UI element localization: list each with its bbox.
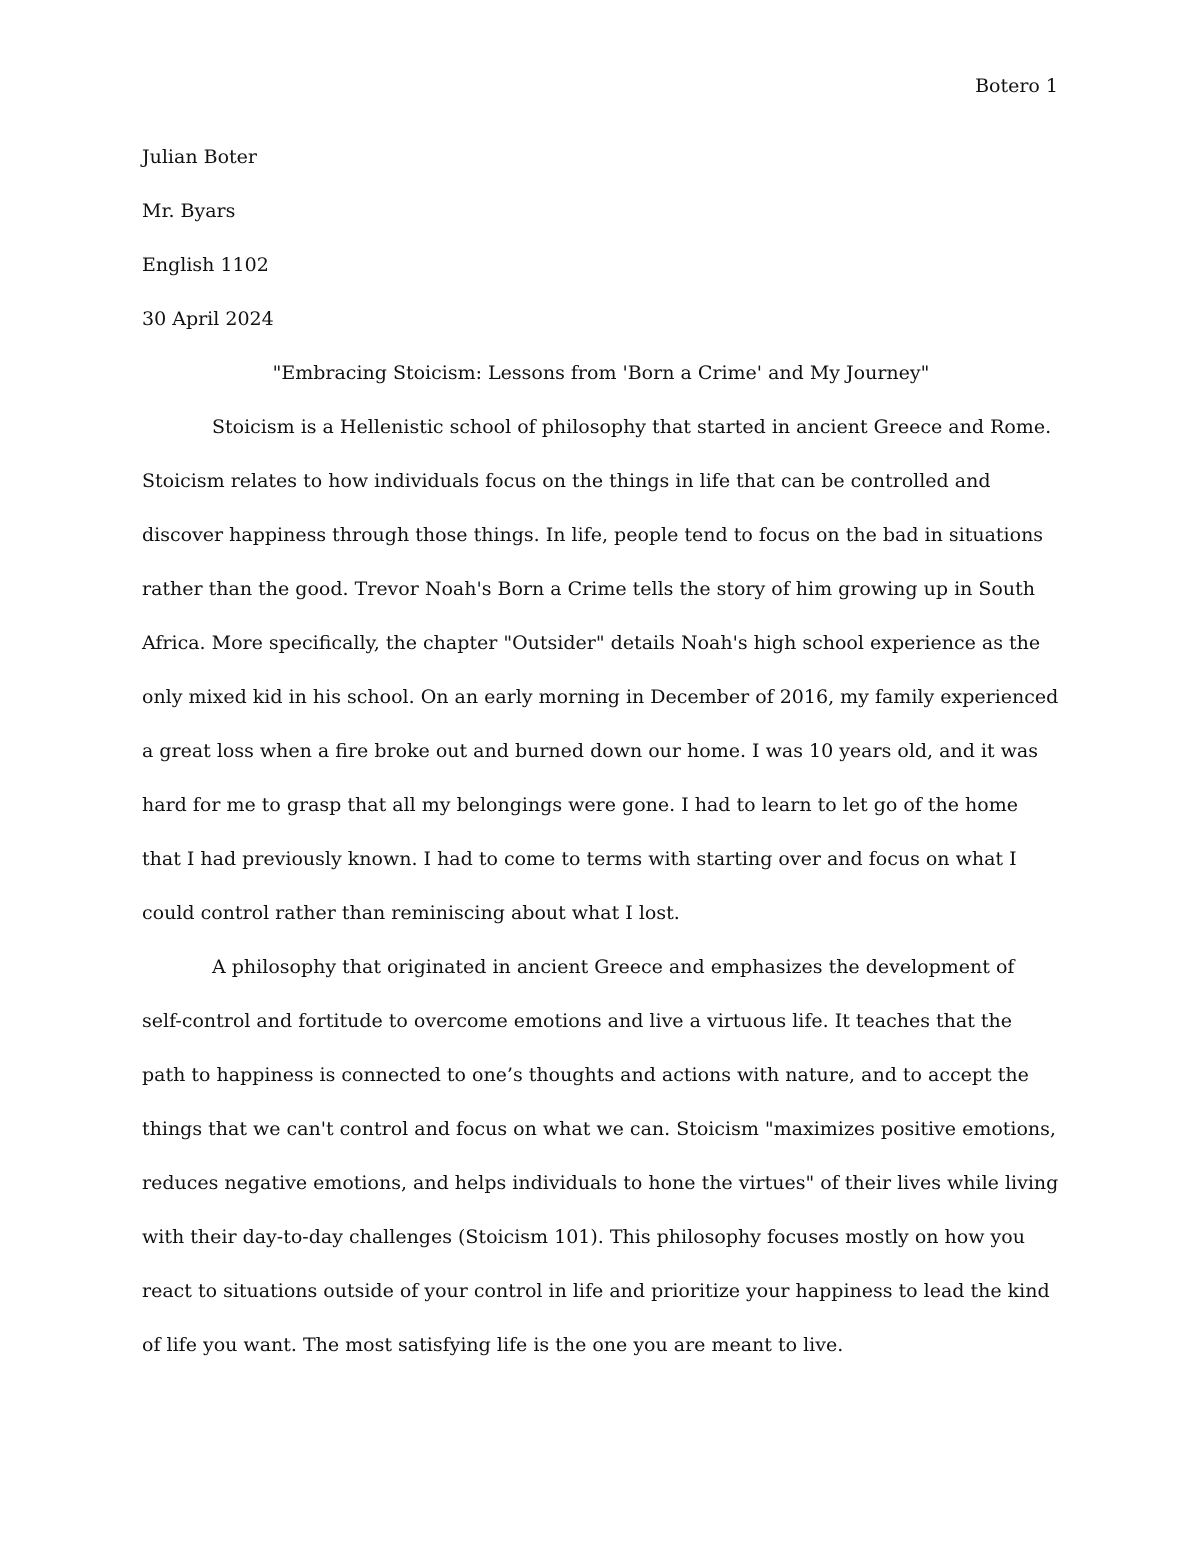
essay-title: "Embracing Stoicism: Lessons from 'Born a Crime' and My Journey" xyxy=(272,362,930,384)
essay-date: 30 April 2024 xyxy=(142,308,274,330)
student-name: Julian Boter xyxy=(142,146,257,168)
course-name: English 1102 xyxy=(142,254,269,276)
running-head: Botero 1 xyxy=(975,75,1058,97)
body-paragraph: Stoicism is a Hellenistic school of philosophy that started in ancient Greece and Rome. Stoicism relates to how individuals focus on the things in life that can be controlled and discover happiness through those things. In life, people tend to focus on the bad in situations rather than the good. Trevor Noah's Born a Crime tells the story of him growing up in South Africa. More specifically, the chapter "Outsider" details Noah's high school experience as the only mixed kid in his school. On an early morning in December of 2016, my family experienced a great loss when a fire broke out and burned down our home. I was 10 years old, and it was hard for me to grasp that all my belongings were gone. I had to learn to let go of the home that I had previously known. I had to come to terms with starting over and focus on what I could control rather than reminiscing about what I lost. xyxy=(142,416,1059,924)
instructor-name: Mr. Byars xyxy=(142,200,236,222)
body-paragraph: A philosophy that originated in ancient Greece and emphasizes the development of self-control and fortitude to overcome emotions and live a virtuous life. It teaches that the path to happiness is connected to one’s thoughts and actions with nature, and to accept the things that we can't control and focus on what we can. Stoicism "maximizes positive emotions, reduces negative emotions, and helps individuals to hone the virtues" of their lives while living with their day-to-day challenges (Stoicism 101). This philosophy focuses mostly on how you react to situations outside of your control in life and prioritize your happiness to lead the kind of life you want. The most satisfying life is the one you are meant to live. xyxy=(142,956,1059,1356)
essay-body xyxy=(142,130,1060,1372)
